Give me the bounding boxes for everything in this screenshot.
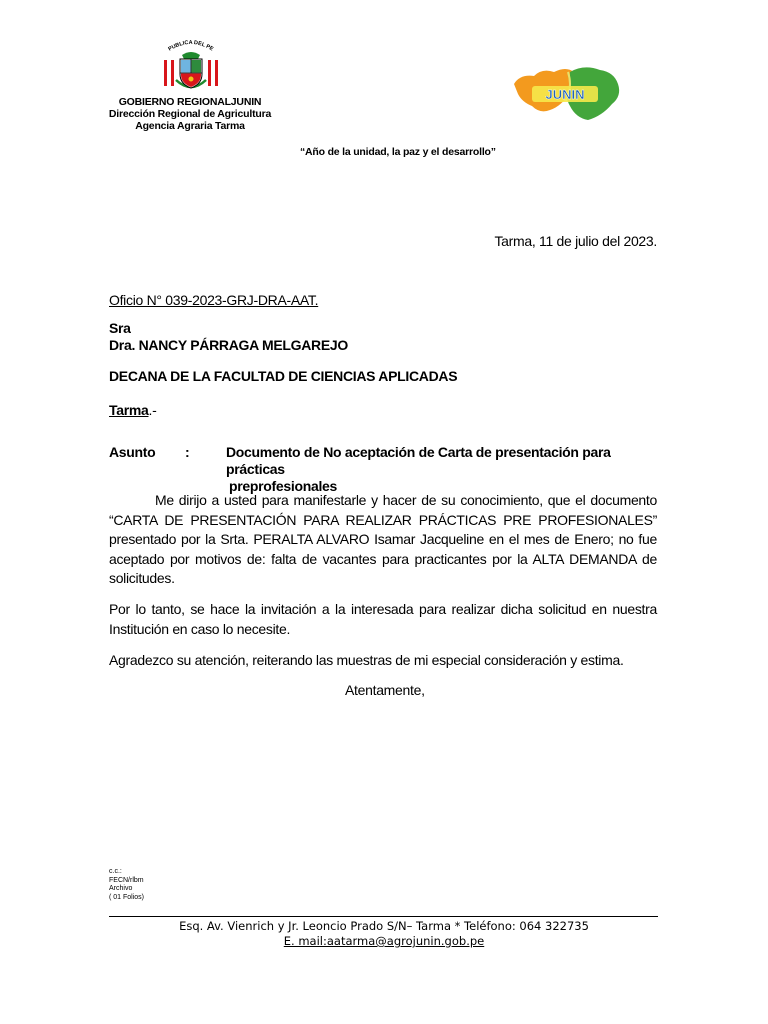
subject-line-2: preprofesionales <box>229 478 338 494</box>
recipient-title: Sra <box>109 320 131 336</box>
body-paragraph-1: Me dirijo a usted para manifestarle y hacer de su conocimiento, que el documento “CARTA DE PRESENTACIÓN PARA REALIZAR PRÁCTICAS PRE PROFESIONALES” presentado por la Srta. PERALTA ALVARO Isamar Jacqueline en el mes de Enero; no fue aceptado por motivos de: falta de vacantes para practicantes por la ALTA DEMANDA de solicitudes. <box>109 492 657 586</box>
org-name: GOBIERNO REGIONALJUNIN <box>118 96 262 108</box>
subject-label: Asunto <box>109 444 156 460</box>
carbon-copy-block <box>109 868 144 902</box>
organization-header <box>100 96 280 132</box>
org-agency: Agencia Agraria Tarma <box>135 120 245 132</box>
body-paragraph-3: Agradezco su atención, reiterando las muestras de mi especial consideración y estima. <box>109 652 624 668</box>
subject-text <box>226 444 666 495</box>
closing-salutation: Atentamente, <box>345 682 425 698</box>
footer-divider <box>109 916 658 917</box>
subject-line-1: Documento de No aceptación de Carta de presentación para prácticas <box>226 444 611 477</box>
year-motto: “Año de la unidad, la paz y el desarrollo” <box>300 146 496 158</box>
cc-folios: ( 01 Folios) <box>109 893 145 901</box>
recipient-name: Dra. NANCY PÁRRAGA MELGAREJO <box>109 337 348 353</box>
cc-archive: Archivo <box>109 885 133 893</box>
body-paragraph-2: Por lo tanto, se hace la invitación a la interesada para realizar dicha solicitud en nuestra Institución en caso lo necesite. <box>109 601 657 637</box>
org-direction: Dirección Regional de Agricultura <box>108 108 272 120</box>
cc-label: c.c.: <box>109 868 122 875</box>
letter-date: Tarma, 11 de julio del 2023. <box>494 233 657 249</box>
junin-logo-text: JUNIN <box>545 87 585 102</box>
recipient-position: DECANA DE LA FACULTAD DE CIENCIAS APLICADAS <box>109 368 458 384</box>
svg-text:REPUBLICA DEL PERU <box>160 38 215 53</box>
place-suffix: .- <box>148 402 157 418</box>
place-name: Tarma <box>109 402 149 418</box>
cc-initials: FECN/rlbm <box>109 876 144 884</box>
peru-coat-of-arms-icon <box>160 38 222 96</box>
junin-region-logo <box>510 62 628 124</box>
shield-motto-text: PUBLICA DEL PE <box>167 39 215 53</box>
subject-colon: : <box>185 444 190 460</box>
recipient-place <box>109 402 156 418</box>
footer-email: E. mail:aatarma@agrojunin.gob.pe <box>283 934 485 948</box>
footer-address: Esq. Av. Vienrich y Jr. Leoncio Prado S/N– Tarma * Teléfono: 064 322735 <box>179 919 589 933</box>
oficio-number: Oficio N° 039-2023-GRJ-DRA-AAT. <box>109 292 319 308</box>
